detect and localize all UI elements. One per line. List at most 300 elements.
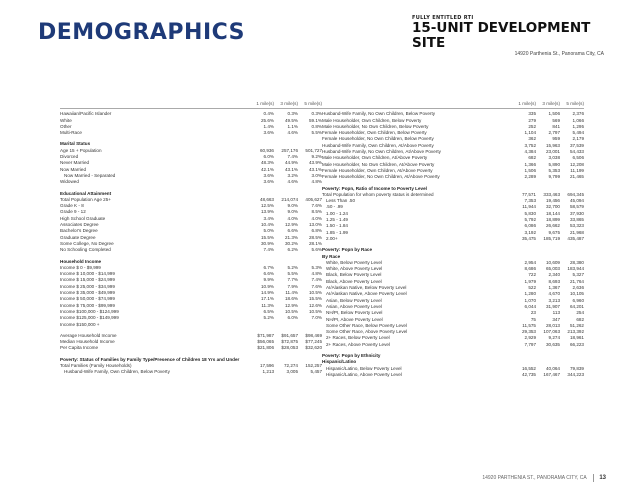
row-value: 14.9% bbox=[260, 290, 274, 296]
section-title: Poverty: Popn, Ratio of Income to Poverty Level bbox=[322, 185, 427, 191]
row-value: 1,070 bbox=[524, 297, 536, 303]
row-value: $21,806 bbox=[257, 345, 274, 351]
row-label: Age 15 + Population bbox=[60, 147, 102, 153]
row-value: 5,457 bbox=[310, 369, 322, 375]
row-value: 841 bbox=[552, 123, 560, 129]
row-value: 12,208 bbox=[569, 161, 584, 167]
row-value: 333,463 bbox=[543, 191, 560, 197]
row-value: 8,693 bbox=[548, 278, 560, 284]
row-label: White bbox=[60, 117, 72, 123]
row-value: 10.5% bbox=[308, 308, 322, 314]
row-value: 4,670 bbox=[548, 291, 560, 297]
row-label: Income $ 10,000 - $14,999 bbox=[60, 271, 115, 277]
row-label: 2+ Races, Above Poverty Level bbox=[326, 341, 390, 347]
row-value: 4.8% bbox=[311, 271, 322, 277]
row-value: 7.4% bbox=[311, 277, 322, 283]
row-value: 11.4% bbox=[285, 290, 298, 296]
row-value: 15.5% bbox=[260, 234, 274, 240]
row-label: Husband-Wife Family, Own Children, Below Poverty bbox=[64, 369, 170, 375]
row-value: 1,979 bbox=[524, 278, 536, 284]
row-value: 5,792 bbox=[524, 217, 536, 223]
row-value: 54,433 bbox=[569, 149, 584, 155]
row-value: 9.2% bbox=[311, 154, 322, 160]
table-section bbox=[60, 357, 322, 376]
row-label: 2+ Races, Below Poverty Level bbox=[326, 335, 390, 341]
column-header-row bbox=[60, 101, 322, 109]
row-value: 6.0% bbox=[287, 315, 298, 321]
row-value: 10.9% bbox=[260, 283, 274, 289]
row-value: 405,627 bbox=[305, 196, 322, 202]
row-value: 3,213 bbox=[548, 297, 560, 303]
row-label: White, Above Poverty Level bbox=[326, 266, 383, 272]
row-value: 33,865 bbox=[569, 217, 584, 223]
row-value: 3.6% bbox=[263, 130, 274, 136]
badge-name: 15-UNIT DEVELOPMENT SITE bbox=[412, 20, 591, 51]
row-label: Black, Below Poverty Level bbox=[326, 272, 382, 278]
row-value: 58,579 bbox=[569, 204, 584, 210]
row-value: $98,469 bbox=[305, 332, 322, 338]
row-label: Female Householder, No Own Children, Below Poverty bbox=[322, 136, 434, 142]
row-value: 7.9% bbox=[287, 283, 298, 289]
row-value: 4.0% bbox=[311, 215, 322, 221]
row-value: 1,104 bbox=[524, 130, 536, 136]
row-value: 3.0% bbox=[311, 172, 322, 178]
row-label: Income $ 75,000 - $99,999 bbox=[60, 302, 115, 308]
row-value: 79,839 bbox=[569, 365, 584, 371]
row-value: 7.6% bbox=[311, 283, 322, 289]
row-value: 9,799 bbox=[548, 174, 560, 180]
row-label: High School Graduate bbox=[60, 215, 106, 221]
table-section bbox=[60, 259, 322, 328]
row-value: 214,074 bbox=[281, 196, 298, 202]
right-column bbox=[322, 101, 584, 378]
row-label: Income $ 35,000 - $49,999 bbox=[60, 290, 115, 296]
row-label: Divorced bbox=[60, 154, 79, 160]
row-value: 11,199 bbox=[570, 167, 584, 173]
row-value: 18,961 bbox=[569, 335, 584, 341]
row-value: 21.3% bbox=[284, 234, 298, 240]
badge-address: 14920 Parthenia St., Panorama City, CA bbox=[514, 51, 604, 57]
row-value: 6.2% bbox=[287, 247, 298, 253]
row-value: 1,295 bbox=[572, 123, 584, 129]
row-label: Widowed bbox=[60, 179, 79, 185]
row-value: 10,609 bbox=[545, 259, 560, 265]
row-value: 3,038 bbox=[548, 155, 560, 161]
row-value: 15,963 bbox=[545, 142, 560, 148]
row-label: Husband-Wife Family, No Own Children, At/Above Poverty bbox=[322, 149, 441, 155]
row-value: 1,280 bbox=[524, 291, 536, 297]
row-label: NH/PI, Below Poverty Level bbox=[326, 310, 383, 316]
row-value: 45,094 bbox=[569, 198, 584, 204]
row-label: Male Householder, Own Children, At/Above Poverty bbox=[322, 155, 428, 161]
table-row bbox=[60, 247, 322, 253]
row-value: 28.1% bbox=[308, 240, 322, 246]
row-value: 344,223 bbox=[567, 371, 584, 377]
row-value: 1,366 bbox=[524, 161, 536, 167]
row-label: 1.25 - 1.49 bbox=[326, 217, 348, 223]
row-value: 44.9% bbox=[284, 160, 298, 166]
row-label: Total Families (Family Households) bbox=[60, 362, 132, 368]
row-label: Some Other Race, Below Poverty Level bbox=[326, 322, 407, 328]
column-header: 1 mile(s) bbox=[256, 101, 274, 106]
row-value: 5.2% bbox=[263, 315, 274, 321]
row-value: 28,013 bbox=[545, 322, 560, 328]
row-label: 1.00 - 1.24 bbox=[326, 210, 348, 216]
row-value: 6.5% bbox=[263, 308, 274, 314]
row-value: 9.0% bbox=[287, 209, 298, 215]
row-value: 43.9% bbox=[308, 160, 322, 166]
row-value: 6,960 bbox=[572, 297, 584, 303]
row-label: Asian, Above Poverty Level bbox=[326, 303, 382, 309]
row-value: 59.1% bbox=[308, 117, 322, 123]
row-label: Associates Degree bbox=[60, 222, 99, 228]
row-label: Female Householder, No Own Children, At/Above Poverty bbox=[322, 174, 440, 180]
row-value: 7,797 bbox=[524, 341, 536, 347]
table-row bbox=[322, 372, 584, 378]
row-value: 40,064 bbox=[545, 365, 560, 371]
row-value: 569 bbox=[552, 117, 560, 123]
column-header-row bbox=[322, 101, 584, 109]
row-label: Bachelor's Degree bbox=[60, 228, 98, 234]
section-title: Poverty: Popn by Race bbox=[322, 247, 373, 253]
row-value: 0.8% bbox=[311, 123, 322, 129]
row-label: Hawaiian/Pacific Islander bbox=[60, 111, 112, 117]
row-label: White, Below Poverty Level bbox=[326, 259, 382, 265]
row-value: 66,223 bbox=[569, 341, 584, 347]
table-section bbox=[60, 191, 322, 254]
row-value: 13.0% bbox=[308, 222, 322, 228]
row-value: $77,245 bbox=[305, 339, 322, 345]
row-label: Income $100,000 - $124,999 bbox=[60, 308, 119, 314]
row-label: Total Population Age 25+ bbox=[60, 196, 111, 202]
row-value: 185,719 bbox=[543, 235, 560, 241]
row-value: 3,005 bbox=[286, 369, 298, 375]
section-subtitle: By Race bbox=[322, 253, 341, 259]
row-value: 2,954 bbox=[524, 259, 536, 265]
row-value: 16,552 bbox=[521, 365, 536, 371]
row-value: 682 bbox=[528, 155, 536, 161]
row-label: Now Married bbox=[60, 166, 87, 172]
row-value: 5.6% bbox=[311, 247, 322, 253]
table-section bbox=[322, 247, 584, 348]
row-value: 30,635 bbox=[545, 341, 560, 347]
row-value: 435,487 bbox=[567, 235, 584, 241]
row-value: 5,327 bbox=[572, 272, 584, 278]
row-value: 12.9% bbox=[284, 222, 298, 228]
row-label: Grade 9 - 12 bbox=[60, 209, 86, 215]
row-value: 18.6% bbox=[284, 296, 298, 302]
table-section bbox=[60, 111, 322, 136]
table-section bbox=[60, 333, 322, 352]
row-value: 5,890 bbox=[548, 161, 560, 167]
row-value: 53,323 bbox=[569, 223, 584, 229]
row-value: 682 bbox=[576, 316, 584, 322]
row-label: Per Capita Income bbox=[60, 345, 99, 351]
row-label: Less Than .50 bbox=[326, 198, 356, 204]
table-row bbox=[60, 369, 322, 375]
row-label: Asian, Below Poverty Level bbox=[326, 297, 382, 303]
row-label: Never Married bbox=[60, 160, 90, 166]
row-value: 152,257 bbox=[305, 362, 322, 368]
row-value: 28.5% bbox=[308, 234, 322, 240]
row-label: Some Other Race, Above Poverty Level bbox=[326, 329, 408, 335]
row-value: 5,830 bbox=[524, 210, 536, 216]
row-label: Hispanic/Latino, Above Poverty Level bbox=[326, 371, 402, 377]
row-value: 6.7% bbox=[263, 264, 274, 270]
row-value: 522 bbox=[528, 285, 536, 291]
row-value: 29,353 bbox=[521, 329, 536, 335]
row-value: 18,899 bbox=[545, 217, 560, 223]
row-value: 4.8% bbox=[311, 179, 322, 185]
row-value: 49.5% bbox=[284, 117, 298, 123]
row-value: 11,575 bbox=[522, 322, 536, 328]
row-label: AI/Alaskan Native, Above Poverty Level bbox=[326, 291, 407, 297]
row-value: 501,727 bbox=[305, 147, 322, 153]
row-value: 113 bbox=[552, 310, 560, 316]
row-value: 10,105 bbox=[569, 291, 584, 297]
row-value: 7.4% bbox=[287, 154, 298, 160]
row-value: 25.6% bbox=[260, 117, 274, 123]
row-value: 279 bbox=[528, 117, 536, 123]
row-value: 9.0% bbox=[287, 203, 298, 209]
row-label: Median Household Income bbox=[60, 339, 115, 345]
row-value: 1,506 bbox=[524, 167, 536, 173]
row-label: Income $ 25,000 - $34,999 bbox=[60, 283, 115, 289]
column-header: 5 mile(s) bbox=[304, 101, 322, 106]
row-value: 9.9% bbox=[263, 277, 274, 283]
row-label: Male Householder, Own Children, Below Poverty bbox=[322, 117, 422, 123]
property-badge bbox=[412, 15, 604, 57]
row-value: 48,663 bbox=[259, 196, 274, 202]
row-value: $71,987 bbox=[257, 332, 274, 338]
row-value: 1,213 bbox=[262, 369, 274, 375]
row-value: 11.3% bbox=[261, 302, 274, 308]
section-title: Household Income bbox=[60, 258, 102, 264]
section-title: Poverty: Popn by Ethnicity bbox=[322, 352, 381, 358]
row-value: 23 bbox=[530, 310, 536, 316]
row-label: 1.85 - 1.99 bbox=[326, 229, 348, 235]
table-row bbox=[322, 342, 584, 348]
row-value: 43.1% bbox=[308, 166, 322, 172]
row-label: Male Householder, No Own Children, Below Poverty bbox=[322, 123, 429, 129]
section-title: Marital Status bbox=[60, 141, 91, 147]
row-value: 7.4% bbox=[263, 247, 274, 253]
row-value: 254 bbox=[576, 310, 584, 316]
row-label: Income $ 15,000 - $24,999 bbox=[60, 277, 115, 283]
row-value: 9,274 bbox=[548, 335, 560, 341]
row-value: 30.2% bbox=[284, 240, 298, 246]
row-value: 3.6% bbox=[263, 179, 274, 185]
row-value: 3,752 bbox=[524, 142, 536, 148]
row-value: 5.0% bbox=[263, 228, 274, 234]
row-label: Graduate Degree bbox=[60, 234, 96, 240]
row-label: Husband-Wife Family, Own Children, At/Above Poverty bbox=[322, 142, 434, 148]
row-value: 13.9% bbox=[260, 209, 274, 215]
row-value: $91,657 bbox=[281, 332, 298, 338]
row-value: 12.9% bbox=[284, 302, 298, 308]
page-footer bbox=[482, 474, 606, 482]
footer-divider bbox=[593, 474, 594, 482]
row-value: 2,289 bbox=[524, 174, 536, 180]
row-value: 9,675 bbox=[548, 229, 560, 235]
row-label: Some College, No Degree bbox=[60, 240, 114, 246]
row-label: AI/Alaskan Native, Below Poverty Level bbox=[326, 285, 407, 291]
row-value: 18,144 bbox=[545, 210, 560, 216]
row-label: Female Householder, Own Children, At/Above Poverty bbox=[322, 167, 433, 173]
row-value: 28,380 bbox=[569, 259, 584, 265]
row-value: 11,944 bbox=[522, 204, 536, 210]
column-header: 5 mile(s) bbox=[566, 101, 584, 106]
row-value: 17,596 bbox=[259, 362, 274, 368]
page-number: 13 bbox=[599, 475, 606, 481]
row-label: Black, Above Poverty Level bbox=[326, 278, 382, 284]
row-value: 7.6% bbox=[311, 203, 322, 209]
row-label: Now Married - Separated bbox=[64, 172, 116, 178]
row-value: 2,797 bbox=[548, 130, 560, 136]
row-value: 6.8% bbox=[311, 228, 322, 234]
row-value: 252 bbox=[528, 123, 536, 129]
row-value: 347 bbox=[552, 316, 560, 322]
row-label: Hispanic/Latino, Below Poverty Level bbox=[326, 365, 402, 371]
row-value: 2,340 bbox=[548, 272, 560, 278]
row-value: 32,700 bbox=[545, 204, 560, 210]
row-label: Other bbox=[60, 123, 72, 129]
row-value: 60,936 bbox=[259, 147, 274, 153]
row-value: 6,086 bbox=[524, 223, 536, 229]
table-row bbox=[60, 179, 322, 185]
row-value: 2,929 bbox=[524, 335, 536, 341]
row-label: Income $125,000 - $149,999 bbox=[60, 315, 119, 321]
table-section bbox=[322, 186, 584, 243]
row-value: 8,686 bbox=[524, 266, 536, 272]
row-value: 8.5% bbox=[311, 209, 322, 215]
row-value: 12.6% bbox=[308, 302, 322, 308]
row-value: 15.5% bbox=[308, 296, 322, 302]
table-row bbox=[322, 236, 584, 242]
section-subtitle: Hispanic/Latino bbox=[322, 359, 357, 365]
row-value: 694,345 bbox=[567, 191, 584, 197]
row-value: 37,539 bbox=[569, 142, 584, 148]
row-value: 31,907 bbox=[545, 303, 560, 309]
row-value: 959 bbox=[552, 136, 560, 142]
row-value: 1.1% bbox=[287, 123, 298, 129]
row-value: 6.6% bbox=[287, 228, 298, 234]
row-value: 3.2% bbox=[287, 172, 298, 178]
badge-eyebrow: FULLY ENTITLED RTI bbox=[412, 15, 474, 21]
row-value: 1,367 bbox=[548, 285, 560, 291]
row-value: 72,274 bbox=[283, 362, 298, 368]
row-value: 4,384 bbox=[524, 149, 536, 155]
table-row bbox=[60, 130, 322, 136]
row-value: 48.3% bbox=[260, 160, 274, 166]
row-value: 6.6% bbox=[263, 271, 274, 277]
column-header: 3 mile(s) bbox=[280, 101, 298, 106]
row-value: 5.5% bbox=[311, 130, 322, 136]
row-value: $72,875 bbox=[281, 339, 298, 345]
row-value: 213,392 bbox=[567, 329, 584, 335]
row-label: No Schooling Completed bbox=[60, 247, 111, 253]
row-value: 4.6% bbox=[287, 130, 298, 136]
row-label: Multi-Race bbox=[60, 130, 82, 136]
row-value: 64,201 bbox=[569, 303, 584, 309]
row-label: Income $ 50,000 - $74,999 bbox=[60, 296, 115, 302]
row-label: Grade K - 8 bbox=[60, 203, 84, 209]
row-label: Male Householder, No Own Children, At/Above Poverty bbox=[322, 161, 435, 167]
row-value: 2,179 bbox=[572, 136, 584, 142]
row-value: 7.0% bbox=[311, 315, 322, 321]
row-value: 37,930 bbox=[569, 210, 584, 216]
row-label: 1.50 - 1.84 bbox=[326, 223, 348, 229]
row-value: 51,262 bbox=[569, 322, 584, 328]
row-value: 183,944 bbox=[567, 266, 584, 272]
row-value: 5.3% bbox=[311, 264, 322, 270]
row-value: 3.4% bbox=[263, 215, 274, 221]
row-value: 6,506 bbox=[572, 155, 584, 161]
row-label: Income $150,000 + bbox=[60, 321, 100, 327]
row-value: 30.9% bbox=[260, 240, 274, 246]
row-value: 65,003 bbox=[545, 266, 560, 272]
row-value: 35,475 bbox=[521, 235, 536, 241]
row-value: 3.6% bbox=[263, 172, 274, 178]
row-value: 42,735 bbox=[521, 371, 536, 377]
row-value: 107,063 bbox=[543, 329, 560, 335]
row-value: 5.5% bbox=[287, 271, 298, 277]
row-value: 42.1% bbox=[260, 166, 274, 172]
row-value: 7,353 bbox=[524, 198, 536, 204]
row-label: Female Householder, Own Children, Below Poverty bbox=[322, 130, 427, 136]
row-value: 4.0% bbox=[287, 215, 298, 221]
column-header: 1 mile(s) bbox=[518, 101, 536, 106]
left-column bbox=[60, 101, 322, 376]
row-value: 5,494 bbox=[572, 130, 584, 136]
row-value: 10.4% bbox=[260, 222, 274, 228]
row-value: 1,066 bbox=[572, 117, 584, 123]
row-value: 1,506 bbox=[548, 111, 560, 117]
row-label: 2.00+ bbox=[326, 235, 338, 241]
row-value: 257,176 bbox=[281, 147, 298, 153]
row-value: 21,968 bbox=[569, 229, 584, 235]
row-value: 7.7% bbox=[287, 277, 298, 283]
row-value: 5.2% bbox=[287, 264, 298, 270]
row-value: 6.0% bbox=[263, 154, 274, 160]
column-header: 3 mile(s) bbox=[542, 101, 560, 106]
row-value: 5,353 bbox=[548, 167, 560, 173]
row-value: 0.4% bbox=[263, 111, 274, 117]
table-section bbox=[322, 111, 584, 180]
row-label: NH/PI, Above Poverty Level bbox=[326, 316, 383, 322]
row-value: 6,044 bbox=[524, 303, 536, 309]
row-value: 0.3% bbox=[287, 111, 298, 117]
row-value: 17.1% bbox=[260, 296, 274, 302]
row-label: .50 - .99 bbox=[326, 204, 343, 210]
row-value: 77,571 bbox=[521, 191, 536, 197]
section-title: Poverty: Status of Families by Family Type/Presence of Children 18 Yrs and Under bbox=[60, 356, 240, 362]
row-value: 3,192 bbox=[524, 229, 536, 235]
row-label: Average Household Income bbox=[60, 332, 117, 338]
row-value: 4.6% bbox=[287, 179, 298, 185]
row-value: $32,620 bbox=[305, 345, 322, 351]
row-value: 21,764 bbox=[569, 278, 584, 284]
row-value: 1.4% bbox=[263, 123, 274, 129]
row-value: 362 bbox=[528, 136, 536, 142]
row-value: 335 bbox=[528, 111, 536, 117]
row-value: 167,467 bbox=[543, 371, 560, 377]
row-value: 2,376 bbox=[572, 111, 584, 117]
section-title: Educational Attainment bbox=[60, 190, 112, 196]
row-value: $28,053 bbox=[281, 345, 298, 351]
row-value: 75 bbox=[530, 316, 536, 322]
row-label: Husband-Wife Family, No Own Children, Below Poverty bbox=[322, 111, 436, 117]
